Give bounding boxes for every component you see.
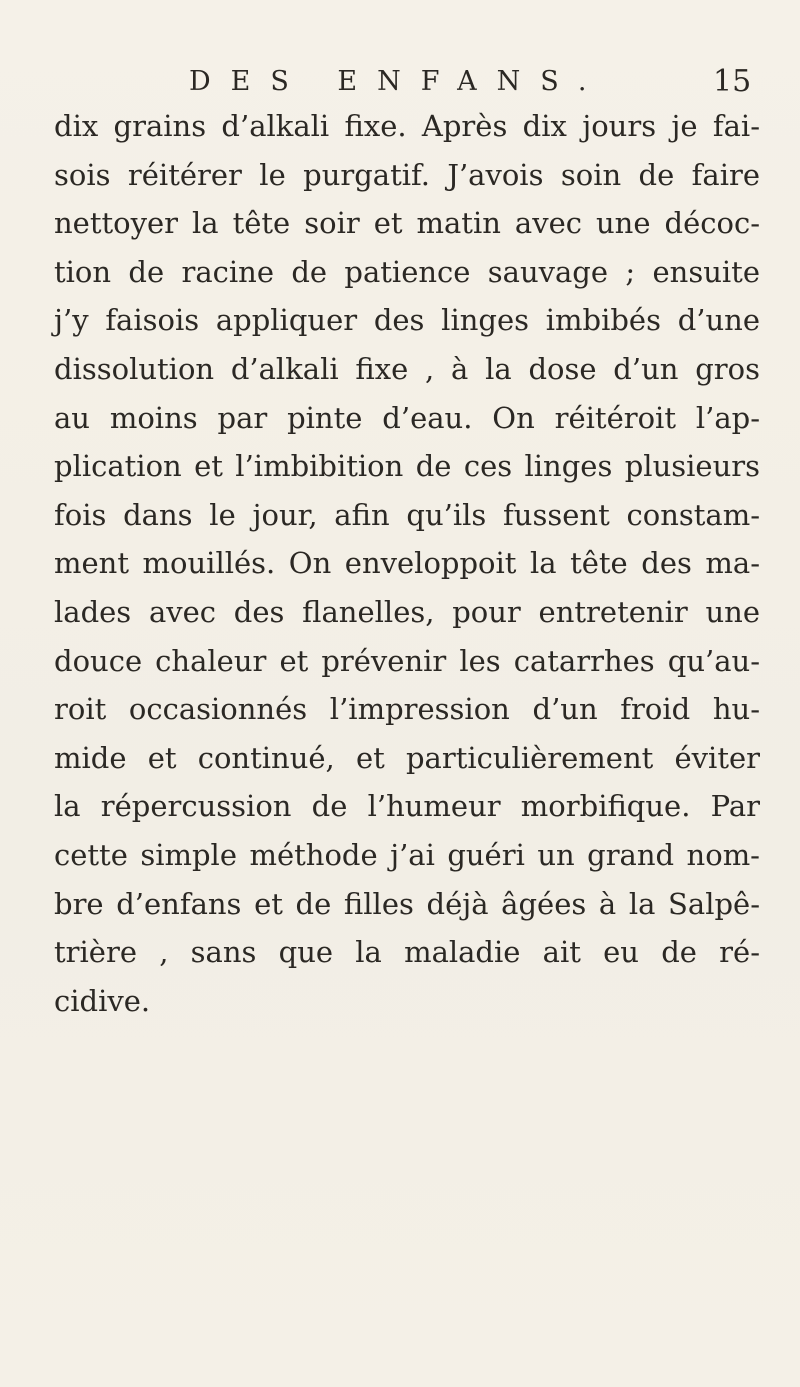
text-line: au moins par pinte d’eau. On réitéroit l’ap- (54, 400, 760, 435)
text-line: dix grains d’alkali fixe. Après dix jours je fai- (54, 109, 760, 143)
text-line: plication et l’imbibition de ces linges plusieurs (54, 449, 760, 484)
running-title: DES ENFANS. (189, 66, 607, 97)
text-line: nettoyer la tête soir et matin avec une décoc- (54, 206, 760, 241)
text-line: cette simple méthode j’ai guéri un grand nom- (54, 837, 760, 872)
text-line: mide et continué, et particulièrement éviter (54, 740, 760, 775)
text-line: roit occasionnés l’impression d’un froid hu- (54, 692, 760, 727)
text-line: bre d’enfans et de filles déjà âgées à la Salpê- (54, 886, 760, 921)
text-line: la répercussion de l’humeur morbifique. Par (54, 789, 760, 824)
text-line: cidive. (54, 983, 151, 1018)
text-line: ment mouillés. On enveloppoit la tête des ma- (54, 546, 760, 581)
text-line: sois réitérer le purgatif. J’avois soin de faire (54, 157, 760, 192)
text-line: trière , sans que la maladie ait eu de ré- (54, 935, 760, 970)
text-line: fois dans le jour, afin qu’ils fussent constam- (54, 497, 760, 532)
text-line: douce chaleur et prévenir les catarrhes qu’au- (54, 643, 760, 678)
text-line: j’y faisois appliquer des linges imbibés d’une (54, 303, 760, 338)
body-text (54, 102, 760, 1025)
running-head (0, 62, 800, 102)
page-number: 15 (713, 64, 752, 99)
text-line: lades avec des flanelles, pour entretenir une (54, 594, 760, 629)
text-line: tion de racine de patience sauvage ; ensuite (54, 254, 760, 289)
text-line: dissolution d’alkali fixe , à la dose d’un gros (54, 351, 760, 386)
